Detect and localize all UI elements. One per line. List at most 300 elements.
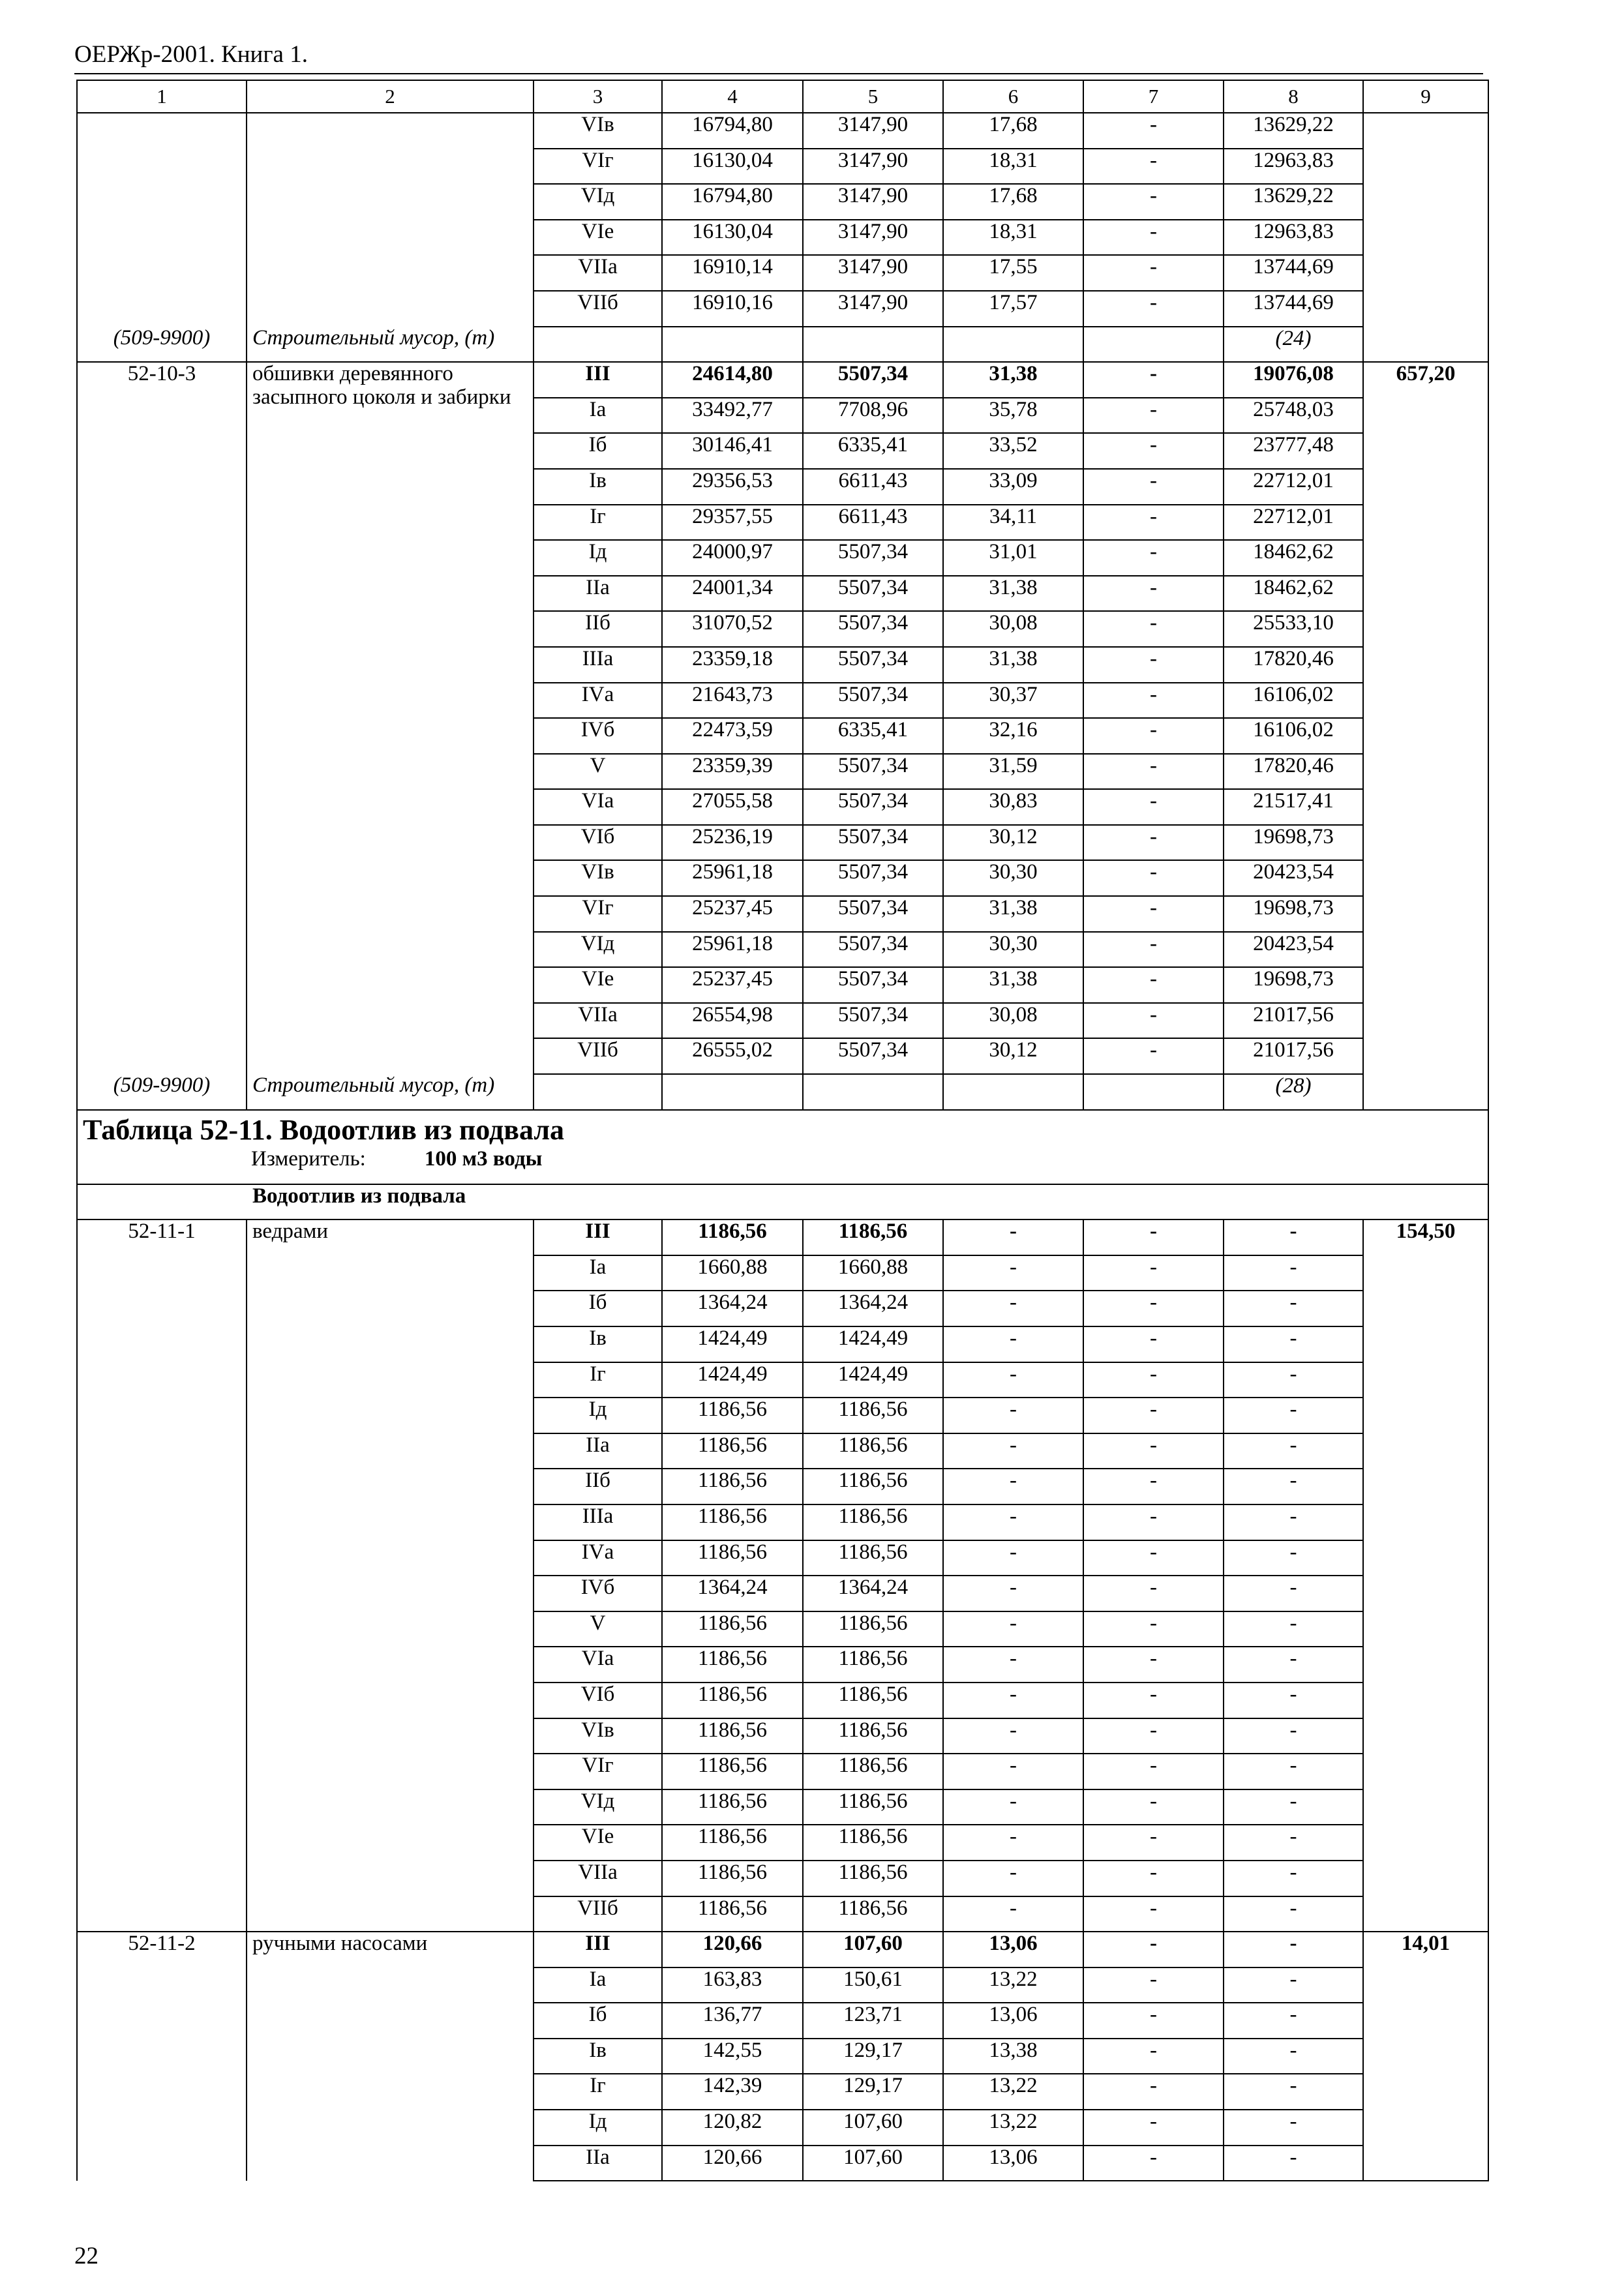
value-cell: - [943,1789,1083,1825]
value-cell: - [1083,1789,1224,1825]
value-cell: 6335,41 [803,433,943,469]
value-cell: 17820,46 [1224,754,1363,790]
value-cell: 1186,56 [803,1718,943,1754]
value-cell: - [943,1504,1083,1540]
value-cell: 120,82 [662,2110,803,2146]
value-cell: - [943,1469,1083,1504]
value-cell: - [1083,2146,1224,2181]
value-cell: 13,06 [943,1932,1083,1967]
value-cell: - [1224,1683,1363,1718]
value-cell: - [1083,896,1224,932]
value-cell: - [1083,362,1224,398]
value-cell: - [1224,1433,1363,1469]
value-cell: 5507,34 [803,860,943,896]
region-cell: VIа [534,1647,662,1683]
value-cell: - [943,1362,1083,1398]
region-cell: VIв [534,1718,662,1754]
blank-cell [943,1074,1083,1110]
value-cell: - [1083,1003,1224,1039]
value-cell: 5507,34 [803,896,943,932]
value-cell: - [943,1611,1083,1647]
region-cell: IIIа [534,647,662,683]
value-cell: 17,55 [943,255,1083,291]
value-cell: 20423,54 [1224,860,1363,896]
value-cell: - [1083,1504,1224,1540]
value-cell: 16106,02 [1224,683,1363,719]
value-cell: 30,37 [943,683,1083,719]
value-cell: 30146,41 [662,433,803,469]
value-cell: 142,55 [662,2039,803,2074]
column-number: 3 [534,80,662,113]
waste-name: Строительный мусор, (т) [247,1074,534,1110]
value-cell: - [1083,683,1224,719]
column-number: 5 [803,80,943,113]
value-cell: 5507,34 [803,789,943,825]
region-cell: Iд [534,1398,662,1433]
value-cell: 1186,56 [662,1647,803,1683]
region-cell: IVб [534,1576,662,1611]
measure-value: 100 м3 воды [424,1147,543,1171]
region-cell: VIIа [534,1861,662,1896]
region-cell: IIб [534,611,662,647]
value-cell: - [1083,967,1224,1003]
value-cell: - [943,1540,1083,1576]
value-cell: - [1224,1219,1363,1255]
value-cell: 21017,56 [1224,1038,1363,1074]
value-cell: 30,30 [943,860,1083,896]
value-cell: - [1083,469,1224,505]
table-body [77,80,1488,2181]
value-cell: 129,17 [803,2039,943,2074]
value-cell: - [1083,2074,1224,2110]
value-cell: - [1083,291,1224,327]
value-cell: 1424,49 [662,1362,803,1398]
value-cell: 1186,56 [662,1718,803,1754]
value-cell: 1186,56 [803,1754,943,1789]
value-cell: 5507,34 [803,683,943,719]
region-cell: VIд [534,184,662,220]
value-cell: 17,57 [943,291,1083,327]
value-cell: 163,83 [662,1967,803,2003]
region-cell: VIIб [534,291,662,327]
region-cell: VIIа [534,1003,662,1039]
value-cell: - [1083,184,1224,220]
region-cell: VIIб [534,1038,662,1074]
value-cell: 1660,88 [803,1255,943,1291]
value-cell: 3147,90 [803,184,943,220]
region-cell: VIв [534,860,662,896]
value-cell: 24001,34 [662,576,803,612]
value-cell: 31,38 [943,576,1083,612]
value-cell: 22712,01 [1224,469,1363,505]
value-cell: - [1083,1967,1224,2003]
value-cell: - [1083,789,1224,825]
value-cell: - [1224,1932,1363,1967]
value-cell: - [1083,932,1224,968]
value-cell: - [943,1433,1083,1469]
value-cell: 21017,56 [1224,1003,1363,1039]
region-cell: Iг [534,2074,662,2110]
value-cell: - [1083,611,1224,647]
region-cell: VIе [534,1825,662,1861]
value-cell: 5507,34 [803,1003,943,1039]
value-cell: 1186,56 [662,1825,803,1861]
value-cell: 7708,96 [803,398,943,434]
value-cell: - [1224,2039,1363,2074]
value-cell: 1424,49 [662,1326,803,1362]
value-cell: - [1224,1398,1363,1433]
value-cell: 1186,56 [803,1896,943,1932]
value-cell: - [1083,825,1224,861]
value-cell: 19698,73 [1224,896,1363,932]
value-cell: 22473,59 [662,718,803,754]
region-cell: IIа [534,576,662,612]
value-cell: 5507,34 [803,647,943,683]
value-cell: 1186,56 [803,1219,943,1255]
value-cell: 19698,73 [1224,967,1363,1003]
value-cell: 30,12 [943,1038,1083,1074]
value-cell: - [1083,1576,1224,1611]
waste-row [77,1074,1488,1110]
region-cell: V [534,754,662,790]
value-cell: 5507,34 [803,932,943,968]
value-cell: 31070,52 [662,611,803,647]
value-cell: 16910,14 [662,255,803,291]
value-cell: - [1224,1754,1363,1789]
value-cell: 25961,18 [662,932,803,968]
value-cell: - [1224,1789,1363,1825]
region-cell: VIа [534,789,662,825]
value-cell: 1186,56 [662,1398,803,1433]
value-cell: 12963,83 [1224,220,1363,256]
value-cell: 1186,56 [803,1861,943,1896]
value-cell: - [1083,1255,1224,1291]
region-cell: VIIб [534,1896,662,1932]
table-title: Таблица 52-11. Водоотлив из подвала [83,1113,565,1146]
value-cell: 1186,56 [662,1219,803,1255]
value-cell: 1186,56 [803,1469,943,1504]
value-cell: 30,08 [943,1003,1083,1039]
value-cell: - [1083,1861,1224,1896]
value-cell: - [1083,398,1224,434]
value-cell: 1364,24 [662,1576,803,1611]
table-row [77,1219,1488,1255]
value-cell: - [1224,1647,1363,1683]
value-cell: 3147,90 [803,220,943,256]
value-cell: 35,78 [943,398,1083,434]
value-cell: - [1083,1038,1224,1074]
value-cell: 1186,56 [662,1433,803,1469]
value-cell: 129,17 [803,2074,943,2110]
value-cell: 1186,56 [803,1540,943,1576]
region-cell: Iб [534,1291,662,1326]
region-cell: VIе [534,220,662,256]
region-cell: VIг [534,149,662,185]
region-cell: III [534,1932,662,1967]
value-cell: 23359,39 [662,754,803,790]
value-cell: - [1083,1540,1224,1576]
value-cell: 123,71 [803,2003,943,2039]
waste-code: (509-9900) [77,327,247,363]
value-cell: - [943,1647,1083,1683]
value-cell: - [1083,220,1224,256]
value-cell: 107,60 [803,2146,943,2181]
blank-cell [662,1074,803,1110]
value-cell: - [1083,433,1224,469]
blank-cell [534,327,662,363]
column-number-row [77,80,1488,113]
region-cell: VIд [534,932,662,968]
value-cell: - [1083,1718,1224,1754]
value-cell: 23359,18 [662,647,803,683]
value-cell: 30,83 [943,789,1083,825]
value-cell: 1660,88 [662,1255,803,1291]
region-cell: VIб [534,825,662,861]
document-header: ОЕРЖр-2001. Книга 1. [74,41,308,68]
region-cell: Iа [534,398,662,434]
value-cell: 22712,01 [1224,505,1363,541]
value-cell: - [1083,1398,1224,1433]
value-cell: 1186,56 [803,1504,943,1540]
page-number: 22 [74,2243,98,2269]
value-cell: 30,08 [943,611,1083,647]
value-cell: - [1083,1291,1224,1326]
blank-cell [803,1074,943,1110]
value-cell: - [1083,2110,1224,2146]
blank-cell [662,327,803,363]
blank-cell [943,327,1083,363]
table-title-row [77,1110,1488,1184]
value-cell: 18462,62 [1224,540,1363,576]
region-cell: Iв [534,1326,662,1362]
value-cell: 1364,24 [803,1291,943,1326]
column-number: 8 [1224,80,1363,113]
value-cell: 1186,56 [803,1825,943,1861]
section-title: Водоотлив из подвала [77,1184,1488,1220]
region-cell: VIIа [534,255,662,291]
value-cell: 1424,49 [803,1326,943,1362]
value-cell: 120,66 [662,1932,803,1967]
value-cell: 23777,48 [1224,433,1363,469]
value-cell: 16794,80 [662,113,803,149]
blank-cell [803,327,943,363]
value-cell: - [943,1825,1083,1861]
value-cell: - [1083,505,1224,541]
region-cell: VIе [534,967,662,1003]
value-cell: 17,68 [943,184,1083,220]
value-cell: 16130,04 [662,149,803,185]
value-cell: 1364,24 [662,1291,803,1326]
value-cell: 1186,56 [803,1433,943,1469]
measure-label: Измеритель: [251,1147,366,1171]
header-rule [74,73,1483,74]
value-cell: - [1224,1540,1363,1576]
value-cell: 1186,56 [662,1789,803,1825]
value-cell: - [943,1398,1083,1433]
value-cell: 25236,19 [662,825,803,861]
value-cell: 20423,54 [1224,932,1363,968]
table-row [77,1932,1488,1967]
value-cell: 32,16 [943,718,1083,754]
region-cell: IIб [534,1469,662,1504]
value-cell: - [1083,1433,1224,1469]
region-cell: VIв [534,113,662,149]
value-cell: - [1224,2146,1363,2181]
value-cell: - [1224,1255,1363,1291]
value-cell: - [1083,576,1224,612]
value-cell: - [1083,1362,1224,1398]
value-cell: 34,11 [943,505,1083,541]
column-number: 2 [247,80,534,113]
value-cell: 33,52 [943,433,1083,469]
value-cell: 16130,04 [662,220,803,256]
value-cell: 19698,73 [1224,825,1363,861]
column-number: 7 [1083,80,1224,113]
value-cell: 16794,80 [662,184,803,220]
value-cell: 24000,97 [662,540,803,576]
code-cell [77,113,247,327]
value-cell: 31,38 [943,647,1083,683]
value-cell: 120,66 [662,2146,803,2181]
value-cell: - [1083,1932,1224,1967]
col9-cell: 154,50 [1363,1219,1488,1932]
value-cell: - [1224,2074,1363,2110]
value-cell: 107,60 [803,2110,943,2146]
waste-row [77,327,1488,363]
value-cell: - [1224,1504,1363,1540]
value-cell: 25748,03 [1224,398,1363,434]
name-cell: ручными насосами [247,1932,534,2181]
section-row [77,1184,1488,1220]
code-cell: 52-11-2 [77,1932,247,2181]
region-cell: Iв [534,2039,662,2074]
value-cell: - [1083,113,1224,149]
value-cell: - [1224,2110,1363,2146]
value-cell: 1186,56 [662,1469,803,1504]
waste-code: (509-9900) [77,1074,247,1110]
rates-table [76,80,1489,2181]
waste-value: (28) [1224,1074,1363,1110]
value-cell: 1186,56 [803,1647,943,1683]
name-cell: обшивки деревянного засыпного цоколя и забирки [247,362,534,1074]
value-cell: 31,38 [943,362,1083,398]
value-cell: 18462,62 [1224,576,1363,612]
value-cell: - [1083,754,1224,790]
name-cell [247,113,534,327]
value-cell: - [1224,1576,1363,1611]
value-cell: - [1083,540,1224,576]
value-cell: 31,01 [943,540,1083,576]
value-cell: 5507,34 [803,611,943,647]
value-cell: 1186,56 [662,1754,803,1789]
value-cell: - [1083,718,1224,754]
value-cell: 31,38 [943,967,1083,1003]
region-cell: VIг [534,896,662,932]
blank-cell [534,1074,662,1110]
column-number: 9 [1363,80,1488,113]
region-cell: Iб [534,2003,662,2039]
measure-line [83,1148,1482,1171]
name-cell: ведрами [247,1219,534,1932]
region-cell: IVа [534,1540,662,1576]
value-cell: 26555,02 [662,1038,803,1074]
region-cell: IIIа [534,1504,662,1540]
value-cell: 5507,34 [803,754,943,790]
value-cell: 5507,34 [803,825,943,861]
value-cell: 17820,46 [1224,647,1363,683]
value-cell: 13,06 [943,2003,1083,2039]
region-cell: V [534,1611,662,1647]
value-cell: - [943,1219,1083,1255]
value-cell: 1364,24 [803,1576,943,1611]
region-cell: IVа [534,683,662,719]
value-cell: 18,31 [943,149,1083,185]
value-cell: 150,61 [803,1967,943,2003]
value-cell: 31,38 [943,896,1083,932]
value-cell: 13629,22 [1224,184,1363,220]
value-cell: - [1083,1683,1224,1718]
value-cell: 16106,02 [1224,718,1363,754]
region-cell: Iб [534,433,662,469]
value-cell: - [1083,1611,1224,1647]
region-cell: III [534,1219,662,1255]
value-cell: 6611,43 [803,505,943,541]
waste-name: Строительный мусор, (т) [247,327,534,363]
region-cell: Iд [534,540,662,576]
value-cell: - [1224,1326,1363,1362]
value-cell: 1186,56 [803,1789,943,1825]
value-cell: 12963,83 [1224,149,1363,185]
value-cell: 5507,34 [803,576,943,612]
value-cell: 1186,56 [662,1683,803,1718]
value-cell: 27055,58 [662,789,803,825]
column-number: 6 [943,80,1083,113]
value-cell: 29356,53 [662,469,803,505]
value-cell: - [943,1683,1083,1718]
value-cell: 3147,90 [803,113,943,149]
value-cell: - [1083,1647,1224,1683]
value-cell: - [1083,149,1224,185]
value-cell: 30,30 [943,932,1083,968]
value-cell: - [943,1861,1083,1896]
region-cell: IIа [534,1433,662,1469]
value-cell: 6335,41 [803,718,943,754]
value-cell: - [1083,1469,1224,1504]
value-cell: 19076,08 [1224,362,1363,398]
value-cell: - [1083,1896,1224,1932]
value-cell: 107,60 [803,1932,943,1967]
value-cell: - [1083,860,1224,896]
value-cell: 13744,69 [1224,291,1363,327]
region-cell: VIд [534,1789,662,1825]
value-cell: - [943,1255,1083,1291]
value-cell: - [1083,647,1224,683]
value-cell: - [1083,255,1224,291]
value-cell: 6611,43 [803,469,943,505]
value-cell: 1186,56 [662,1540,803,1576]
value-cell: - [943,1576,1083,1611]
value-cell: - [1224,1291,1363,1326]
value-cell: 25533,10 [1224,611,1363,647]
value-cell: 16910,16 [662,291,803,327]
table-row [77,362,1488,398]
blank-cell [1083,1074,1224,1110]
code-cell: 52-11-1 [77,1219,247,1932]
value-cell: - [1224,1896,1363,1932]
value-cell: 1186,56 [803,1398,943,1433]
blank-cell [1083,327,1224,363]
value-cell: - [1224,1611,1363,1647]
